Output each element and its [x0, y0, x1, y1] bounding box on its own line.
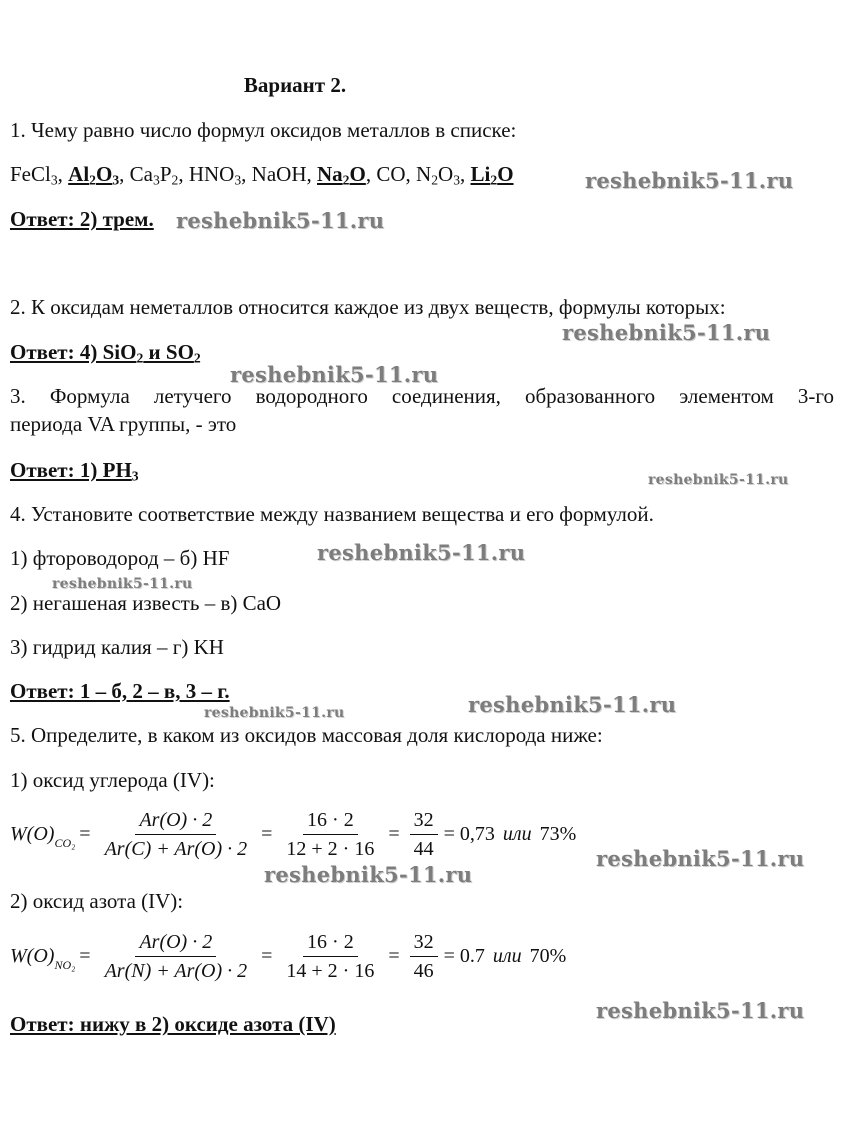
watermark: reshebnik5-11.ru [562, 320, 771, 345]
formula-or: или [492, 944, 522, 967]
formula-percent: 73% [539, 822, 577, 845]
formula-lhs-subscript: CO₂ [54, 835, 76, 850]
answer-3: Ответ: 1) $PH_3$ [10, 458, 139, 484]
question-5: 5. Определите, в каком из оксидов массовая доля кислорода ниже: [10, 723, 603, 747]
question-3-line-2: периода VA группы, - это [10, 412, 237, 436]
formula-lhs: W(O) [10, 944, 55, 967]
watermark: reshebnik5-11.ru [204, 705, 345, 721]
formula-percent: 70% [529, 944, 567, 967]
fraction-result: $\frac{32}{46}$ [410, 930, 438, 983]
page-title: Вариант 2. [243, 73, 347, 97]
watermark: reshebnik5-11.ru [52, 576, 193, 592]
formula-result: = 0.7 [443, 944, 485, 967]
watermark: reshebnik5-11.ru [648, 472, 789, 488]
fraction-general: $\frac{Ar(O) \cdot 2}{Ar(N) + Ar(O) \cdot 2}$ [104, 930, 248, 982]
watermark: reshebnik5-11.ru [317, 540, 526, 565]
question-3-line-1: 3. Формула летучего водородного соединения, образованного элементом 3-го [10, 384, 834, 408]
answer-5: Ответ: нижу в 2) оксиде азота (IV) [10, 1012, 336, 1036]
answer-4: Ответ: 1 – б, 2 – в, 3 – г. [10, 679, 230, 703]
question-1-formulas: FeCl$_3$, $Al_2O_3$, $Ca_3P_2$, $HNO_3$, NaOH, $Na_2O$, CO, $N_2O_3$, $Li_2O$ [10, 162, 514, 188]
answer-1: Ответ: 2) трем. [10, 207, 154, 231]
formula-lhs-subscript: NO₂ [54, 957, 76, 972]
question-5-item-1: 1) оксид углерода (IV): [10, 768, 215, 792]
question-4-item-2: 2) негашеная известь – в) CaO [10, 591, 282, 615]
formula-co2: W(O) CO₂ = $\frac{Ar(O) \cdot 2}{Ar(C) + Ar(O) \cdot 2}$ = $\frac{16 \cdot 2}{12 + 2 \cdot 16}$ = $\frac{32}{44}$ = 0,73 или 73% [10, 808, 577, 860]
answer-2: Ответ: 4) SiO$_2$ и $SO_2$ [10, 340, 201, 366]
fraction-numeric: $\frac{16 \cdot 2}{12 + 2 \cdot 16}$ [286, 808, 375, 860]
formula-no2: W(O) NO₂ = $\frac{Ar(O) \cdot 2}{Ar(N) + Ar(O) \cdot 2}$ = $\frac{16 \cdot 2}{14 + 2 \cdot 16}$ = $\frac{32}{46}$ = 0.7 или 70% [10, 930, 567, 982]
watermark: reshebnik5-11.ru [468, 692, 677, 717]
watermark: reshebnik5-11.ru [596, 998, 805, 1023]
watermark: reshebnik5-11.ru [585, 168, 794, 193]
watermark: reshebnik5-11.ru [264, 862, 473, 887]
question-5-item-2: 2) оксид азота (IV): [10, 889, 184, 913]
question-2: 2. К оксидам неметаллов относится каждое из двух веществ, формулы которых: [10, 295, 726, 319]
fraction-general: $\frac{Ar(O) \cdot 2}{Ar(C) + Ar(O) \cdot 2}$ [104, 808, 248, 860]
question-4: 4. Установите соответствие между названием вещества и его формулой. [10, 502, 654, 526]
formula-lhs: W(O) [10, 822, 55, 845]
watermark: reshebnik5-11.ru [176, 208, 385, 233]
fraction-result: $\frac{32}{44}$ [410, 808, 438, 861]
question-1: 1. Чему равно число формул оксидов металлов в списке: [10, 118, 517, 142]
formula-result: = 0,73 [443, 822, 495, 845]
question-4-item-1: 1) фтороводород – б) HF [10, 546, 230, 570]
formula-or: или [502, 822, 532, 845]
watermark: reshebnik5-11.ru [230, 362, 439, 387]
watermark: reshebnik5-11.ru [596, 846, 805, 871]
fraction-numeric: $\frac{16 \cdot 2}{14 + 2 \cdot 16}$ [286, 930, 375, 982]
question-4-item-3: 3) гидрид калия – г) KH [10, 635, 224, 659]
